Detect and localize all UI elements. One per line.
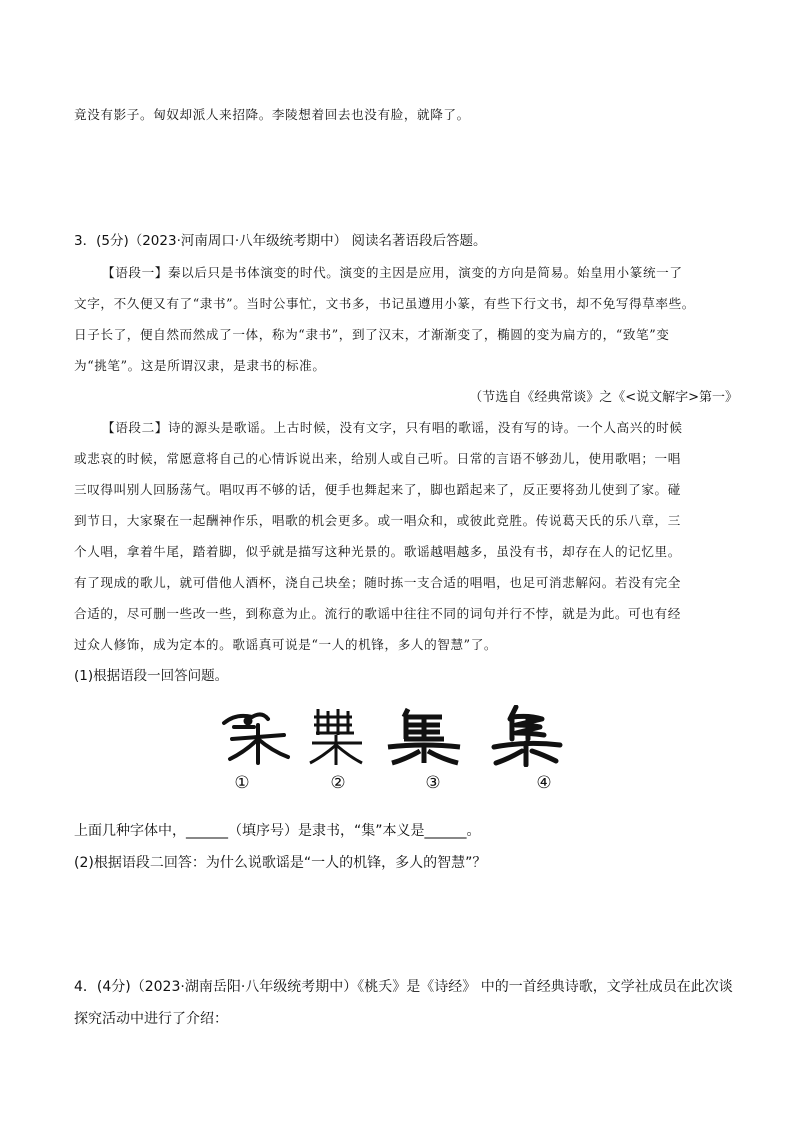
passage-1-line: 为“挑笔”。这是所谓汉隶，是隶书的标准。	[74, 358, 326, 373]
passage-1-line: 文字，不久便又有了“隶书”。当时公事忙，文书多，书记虽遵用小篆，有些下行文书，却不免写得草率些。	[74, 296, 695, 311]
passage-2-line: 【语段二】诗的源头是歌谣。上古时候，没有文字，只有唱的歌谣，没有写的诗。一个人高兴的时候	[102, 420, 683, 435]
passage-2-line: 或悲哀的时候，常愿意将自己的心情诉说出来，给别人或自己听。日常的言语不够劲儿，使用歌唱；一唱	[74, 451, 681, 466]
passage-1-line: 日子长了，便自然而然成了一体，称为“隶书”，到了汉末，才渐渐变了，椭圆的变为扁方的，“致笔”变	[74, 327, 670, 342]
passage-2-line: 三叹得叫别人回肠荡气。唱叹再不够的话，便手也舞起来了，脚也蹈起来了，反正要将劲儿使到了家。碰	[74, 482, 681, 497]
glyph-number: ③	[425, 773, 441, 793]
glyph-running-script	[486, 705, 566, 767]
passage-2-line: 合适的，尽可删一些改一些，到称意为止。流行的歌谣中往往不同的词句并行不悖，就是为此。可也有经	[74, 606, 681, 621]
glyph-number: ①	[234, 773, 250, 793]
glyph-number: ④	[536, 773, 552, 793]
top-line: 竟没有影子。匈奴却派人来招降。李陵想着回去也没有脸，就降了。	[74, 107, 470, 122]
passage-1-line: 【语段一】秦以后只是书体演变的时代。演变的主因是应用，演变的方向是简易。始皇用小篆统一了	[102, 265, 683, 280]
passage-1-source: （节选自《经典常谈》之《<说文解字>第一》	[469, 390, 738, 405]
sub-question-1: (1)根据语段一回答问题。	[74, 668, 229, 684]
sub-question-2: (2)根据语段二回答：为什么说歌谣是“一人的机锋，多人的智慧”？	[74, 855, 487, 871]
passage-2-line: 有了现成的歌儿，就可借他人酒杯，浇自己块垒；随时拣一支合适的唱唱，也足可消悲解闷。若没有完全	[74, 575, 681, 590]
question-4-line-2: 探究活动中进行了介绍：	[74, 1011, 228, 1027]
glyph-number: ②	[330, 773, 346, 793]
question-4-header: 4．(4分)（2023·湖南岳阳·八年级统考期中）《桃夭》是《诗经》 中的一首经典诗歌，文学社成员在此次谈	[74, 979, 733, 995]
glyph-oracle-script	[218, 705, 298, 767]
glyph-clerical-script	[384, 705, 464, 767]
fill-in-question: 上面几种字体中，______（填序号）是隶书，“集”本义是______。	[74, 823, 481, 839]
question-3-header: 3．(5分)（2023·河南周口·八年级统考期中） 阅读名著语段后答题。	[74, 233, 487, 249]
glyph-seal-script	[298, 705, 378, 767]
passage-2-line: 到节日，大家聚在一起酬神作乐，唱歌的机会更多。或一唱众和，或彼此竞胜。传说葛天氏的乐八章，三	[74, 513, 681, 528]
passage-2-line: 个人唱，拿着牛尾，踏着脚，似乎就是描写这种光景的。歌谣越唱越多，虽没有书，却存在人的记忆里。	[74, 544, 681, 559]
passage-2-line: 过众人修饰，成为定本的。歌谣真可说是“一人的机锋，多人的智慧”了。	[74, 637, 498, 652]
